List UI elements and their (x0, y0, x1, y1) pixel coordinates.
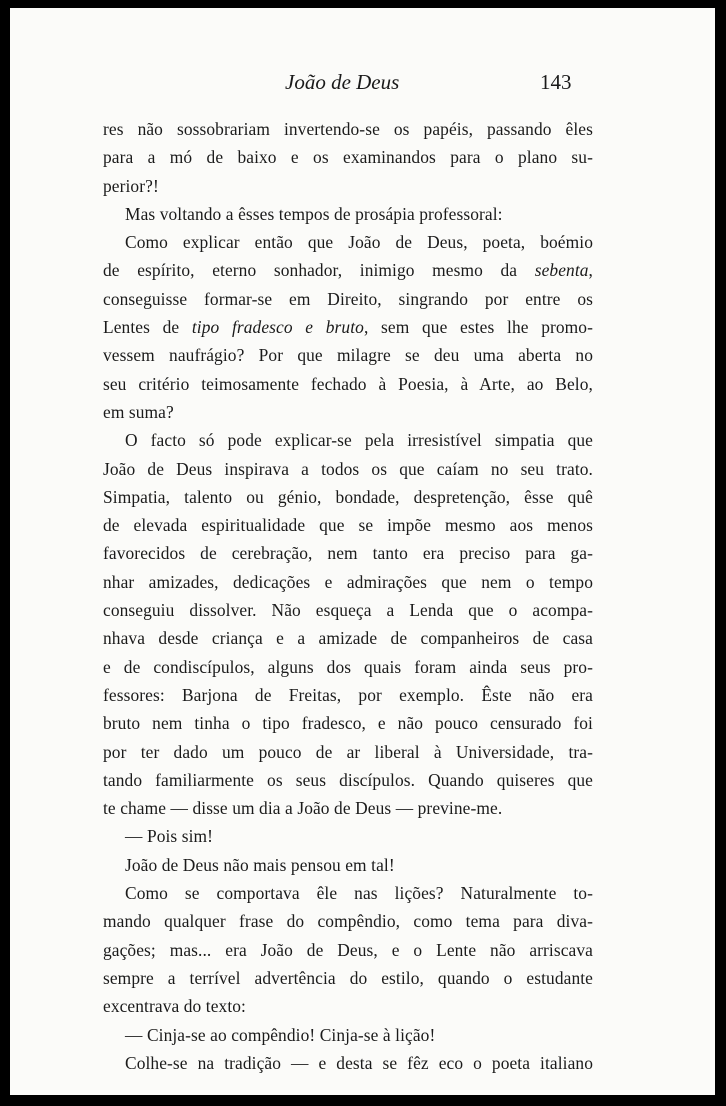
text-line: para a mó de baixo e os examinandos para o plano su- (103, 147, 593, 168)
text-line: res não sossobrariam invertendo-se os papéis, passando êles (103, 119, 593, 139)
text-line: João de Deus não mais pensou em tal! (125, 854, 395, 875)
text-line: perior?! (103, 175, 159, 196)
text-line: João de Deus inspirava a todos os que caíam no seu trato. (103, 458, 593, 479)
text-line: seu critério teimosamente fechado à Poesia, à Arte, ao Belo, (103, 373, 593, 394)
text-line: e de condiscípulos, alguns dos quais foram ainda seus pro- (103, 656, 593, 677)
italic-term: tipo fradesco e bruto (191, 317, 364, 338)
italic-term: sebenta (534, 260, 589, 281)
text-line: mando qualquer frase do compêndio, como tema para diva- (103, 911, 593, 932)
text-line: sempre a terrível advertência do estilo, quando o estudante (103, 967, 593, 988)
text-line: te chame — disse um dia a João de Deus — previne-me. (103, 798, 503, 819)
page-number: 143 (540, 70, 572, 94)
page-header (10, 70, 715, 100)
text-line: vessem naufrágio? Por que milagre se deu uma aberta no (103, 345, 593, 366)
text-line: Colhe-se na tradição — e desta se fêz eco o poeta italiano (125, 1052, 593, 1073)
text-line: de elevada espiritualidade que se impõe mesmo aos menos (103, 515, 593, 536)
text-line: por ter dado um pouco de ar liberal à Universidade, tra- (103, 741, 593, 762)
text-line: nhava desde criança e a amizade de companheiros de casa (103, 628, 593, 649)
body-text (103, 115, 593, 1077)
text-line: — Pois sim! (125, 826, 214, 847)
text-line: conseguiu dissolver. Não esqueça a Lenda que o acompa- (103, 600, 593, 621)
text-line: fessores: Barjona de Freitas, por exemplo. Êste não era (103, 684, 593, 705)
text-line: nhar amizades, dedicações e admirações que nem o tempo (103, 571, 593, 592)
book-page (10, 8, 715, 1095)
text-line: bruto nem tinha o tipo fradesco, e não pouco censurado foi (103, 713, 593, 734)
text-line: gações; mas... era João de Deus, e o Lente não arriscava (103, 939, 593, 960)
text-line: O facto só pode explicar-se pela irresistível simpatia que (125, 430, 593, 451)
text-line: conseguisse formar-se em Direito, singrando por entre os (103, 288, 593, 309)
text-line: Lentes de tipo fradesco e bruto, sem que estes lhe promo- (103, 317, 593, 338)
text-line: Simpatia, talento ou génio, bondade, despretenção, êsse quê (103, 486, 593, 507)
running-title: João de Deus (285, 70, 400, 94)
text-line: — Cinja-se ao compêndio! Cinja-se à lição! (125, 1024, 436, 1045)
text-line: tando familiarmente os seus discípulos. Quando quiseres que (103, 769, 593, 790)
text-line: Como explicar então que João de Deus, poeta, boémio (125, 232, 593, 253)
text-line: Como se comportava êle nas lições? Naturalmente to- (125, 883, 593, 904)
text-line: favorecidos de cerebração, nem tanto era preciso para ga- (103, 543, 593, 564)
text-line: Mas voltando a êsses tempos de prosápia professoral: (125, 203, 503, 224)
text-line: em suma? (103, 401, 174, 422)
text-line: excentrava do texto: (103, 996, 246, 1017)
text-line: de espírito, eterno sonhador, inimigo mesmo da sebenta, (103, 260, 593, 281)
